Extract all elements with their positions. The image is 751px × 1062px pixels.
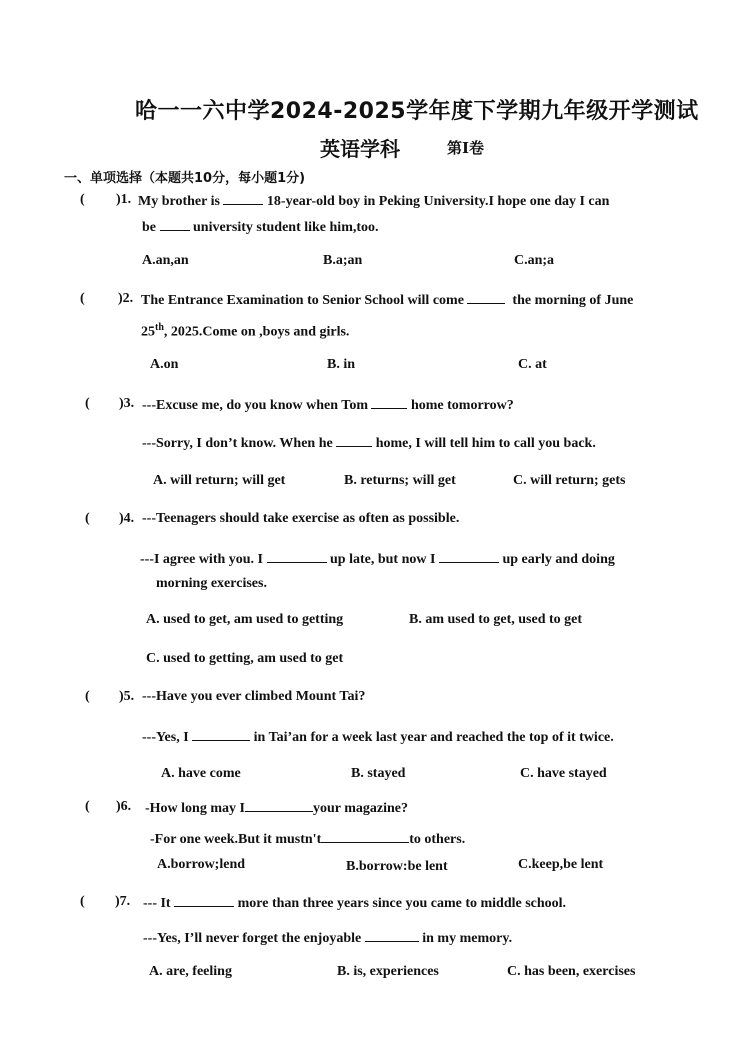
answer-blank <box>245 799 313 812</box>
question-text: in Tai’an for a week last year and reached the top of it twice. <box>253 730 614 745</box>
option-a: A. are, feeling <box>149 964 232 979</box>
option-c: C. have stayed <box>520 766 607 781</box>
question-text: --- It <box>143 896 171 911</box>
option-a: A. have come <box>161 766 241 781</box>
answer-paren: ( <box>80 291 85 306</box>
answer-paren: ( <box>80 192 85 207</box>
question-text: university student like him,too. <box>193 220 379 235</box>
option-b: B.a;an <box>323 253 363 268</box>
question-text: ---Yes, I’ll never forget the enjoyable <box>143 931 362 946</box>
option-b: B. stayed <box>351 766 406 781</box>
question-line <box>141 322 349 341</box>
answer-paren: ( <box>85 396 90 411</box>
question-text: My brother is <box>138 194 220 209</box>
question-line <box>142 396 514 414</box>
option-a: A.borrow;lend <box>157 857 246 872</box>
question-text: ---Sorry, I don’t know. When he <box>142 436 333 451</box>
answer-blank <box>223 192 263 205</box>
question-text: morning exercises. <box>156 576 267 591</box>
option-c: C. will return; gets <box>513 473 626 488</box>
question-text: 25 <box>141 324 155 340</box>
question-line <box>142 434 596 452</box>
question-number: )5. <box>119 689 135 704</box>
question-text: your magazine? <box>312 801 408 816</box>
question-number: )2. <box>118 291 134 306</box>
question-text: more than three years since you came to middle school. <box>237 896 567 911</box>
question-text: in my memory. <box>422 931 513 946</box>
option-b: B.borrow:be lent <box>346 859 448 874</box>
question-line <box>142 218 379 236</box>
question-text: The Entrance Examination to Senior School will come <box>141 293 464 308</box>
question-line <box>150 830 465 848</box>
option-c: C. used to getting, am used to get <box>146 651 344 666</box>
answer-blank <box>160 218 190 231</box>
answer-blank <box>336 434 372 447</box>
question-number: )6. <box>116 799 132 814</box>
volume-label: 第I卷 <box>447 139 485 157</box>
question-text: ---I agree with you. I <box>140 552 264 567</box>
answer-blank <box>467 291 505 304</box>
option-b: B. in <box>327 357 356 372</box>
question-text: , 2025.Come on ,boys and girls. <box>163 324 350 340</box>
answer-blank <box>174 894 234 907</box>
answer-paren: ( <box>85 511 90 526</box>
question-text: 18-year-old boy in Peking University.I hope one day I can <box>266 194 610 209</box>
option-a: A. used to get, am used to getting <box>146 612 344 627</box>
question-text: ---Have you ever climbed Mount Tai? <box>142 689 366 704</box>
answer-blank <box>439 550 499 563</box>
question-text: home tomorrow? <box>410 398 514 413</box>
subject-title: 英语学科 <box>320 137 400 161</box>
page-title: 哈一一六中学2024-2025学年度下学期九年级开学测试 <box>135 99 699 124</box>
question-text: the morning of June <box>512 293 634 308</box>
option-a: A. will return; will get <box>153 473 286 488</box>
option-a: A.on <box>150 357 179 372</box>
answer-blank <box>321 830 409 843</box>
question-line <box>143 894 566 912</box>
question-line <box>142 728 614 746</box>
option-b: B. is, experiences <box>337 964 439 979</box>
question-text: ---Yes, I <box>142 730 189 745</box>
answer-paren: ( <box>85 689 90 704</box>
question-text: -How long may I <box>145 801 245 816</box>
question-text: ---Teenagers should take exercise as often as possible. <box>142 511 460 526</box>
section-heading: 一、单项选择（本题共10分，每小题1分) <box>64 171 306 186</box>
question-text: up early and doing <box>502 552 615 567</box>
question-text: ---Excuse me, do you know when Tom <box>142 398 368 413</box>
answer-blank <box>192 728 250 741</box>
option-b: B. am used to get, used to get <box>409 612 583 627</box>
option-c: C.keep,be lent <box>518 857 604 872</box>
option-c: C. has been, exercises <box>507 964 636 979</box>
answer-blank <box>267 550 327 563</box>
question-text: -For one week.But it mustn't <box>150 832 322 847</box>
question-number: )7. <box>115 894 131 909</box>
option-c: C.an;a <box>514 253 555 268</box>
answer-paren: ( <box>85 799 90 814</box>
question-number: )3. <box>119 396 135 411</box>
answer-blank <box>365 929 419 942</box>
answer-blank <box>371 396 407 409</box>
question-text: to others. <box>409 832 466 847</box>
question-line <box>145 799 408 817</box>
question-text: home, I will tell him to call you back. <box>375 436 596 451</box>
ordinal-suffix: th <box>155 322 164 333</box>
question-line <box>138 192 690 210</box>
answer-paren: ( <box>80 894 85 909</box>
question-number: )4. <box>119 511 135 526</box>
question-number: )1. <box>116 192 132 207</box>
question-text: up late, but now I <box>330 552 436 567</box>
question-line <box>140 550 704 568</box>
question-line <box>141 291 633 309</box>
question-text: be <box>142 220 156 235</box>
option-a: A.an,an <box>142 253 189 268</box>
question-line <box>143 929 512 947</box>
option-b: B. returns; will get <box>344 473 456 488</box>
option-c: C. at <box>518 357 547 372</box>
